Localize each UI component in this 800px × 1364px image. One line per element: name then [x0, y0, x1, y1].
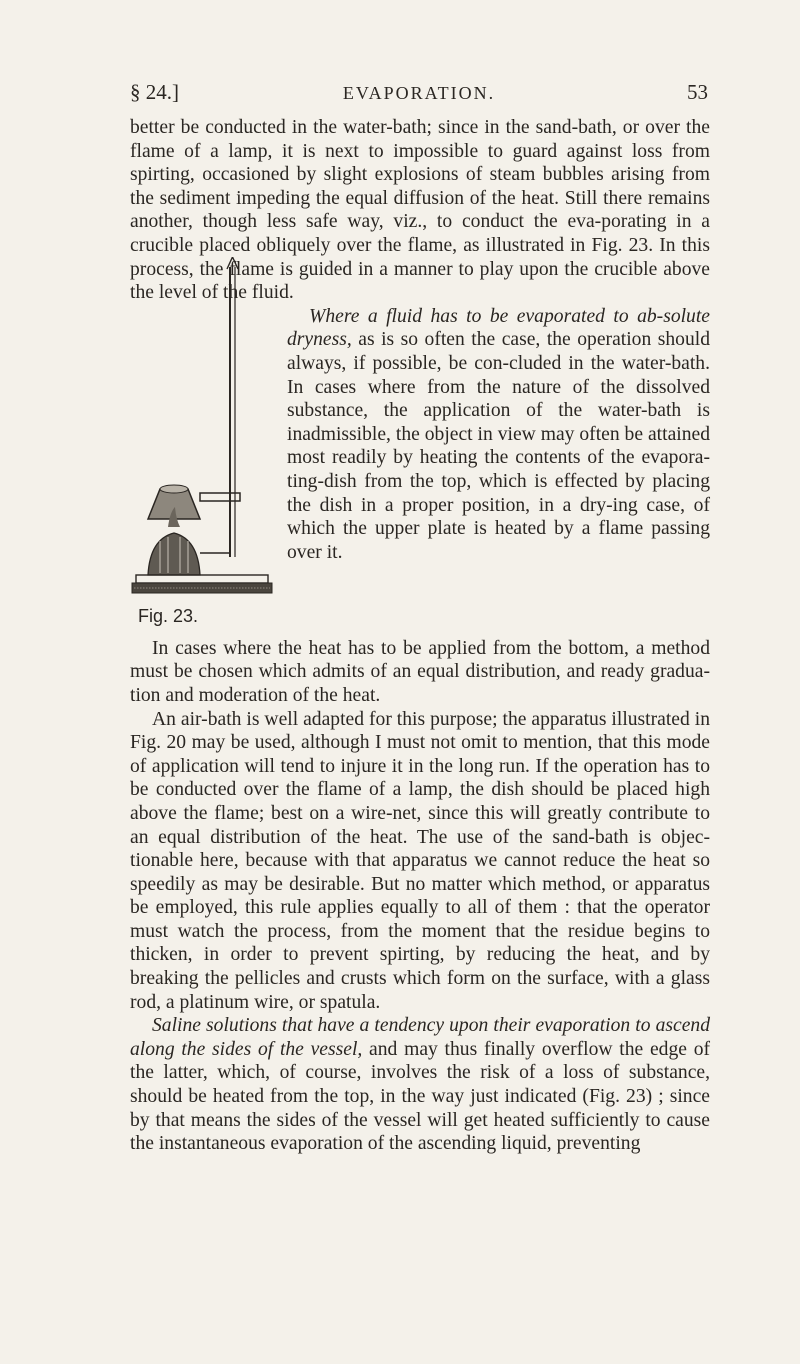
- figure-caption: Fig. 23.: [138, 605, 199, 626]
- paragraph-1: better be conducted in the water-bath; since in the sand-bath, or over the flame of a lamp, it is next to impossible to guard against loss from spirting, occasioned by slight explosions of steam bubbles arising from the sediment impeding the equal diffusion of the heat. Still there remains another, though less safe way, viz., to conduct the eva-porating in a crucible placed obliquely over the flame, as illustrated in Fig. 23. In this process, the flame is guided in a manner to play upon the crucible above the level of the fluid.: [130, 117, 710, 304]
- paragraph-5-text: and may thus finally overflow the edge of the latter, which, of course, involves the risk of a loss of substance, should be heated from the top, in the way just indicated (Fig. 23) ; since by that means the sides of the vessel will get heated sufficiently to cause the instantaneous evaporation of the ascending liquid, preventing: [130, 1038, 711, 1155]
- figure-23: [130, 257, 273, 637]
- crucible-apparatus-illustration: [130, 257, 273, 597]
- section-marker: § 24.]: [130, 80, 179, 104]
- chapter-title: EVAPORATION.: [342, 83, 496, 103]
- paragraph-3: In cases where the heat has to be applied from the bottom, a method must be chosen which admits of an equal distribution, and ready gradua-tion and moderation of the heat.: [130, 637, 710, 706]
- body-text: [130, 116, 710, 1156]
- page-number: 53: [687, 80, 708, 104]
- paragraph-2-text: as is so often the case, the operation should always, if possible, be con-cluded in the water-bath. In cases where from the nature of the dissolved substance, the application of the water-bath is inadmissible, the object in view may often be attained most readily by heating the contents of the evapora-ting-dish from the top, which is effected by placing the dish in a proper position, in a dry-ing case, of which the upper plate is heated by a flame passing over it.: [287, 329, 710, 563]
- paragraph-2-italic: Where a fluid has to be evaporated to ab-solute dryness,: [287, 305, 710, 351]
- paragraph-5-italic: Saline solutions that have a tendency upon their evaporation to ascend along the sides of the vessel,: [130, 1015, 710, 1060]
- paragraph-5: [130, 1014, 710, 1156]
- running-header: [130, 80, 708, 108]
- paragraph-4: An air-bath is well adapted for this purpose; the apparatus illustrated in Fig. 20 may be used, although I must not omit to mention, that this mode of application will tend to injure it in the long run. If the operation has to be conducted over the flame of a lamp, the dish should be placed high above the flame; best on a wire-net, since this will greatly contribute to an equal distribution of the heat. The use of the sand-bath is objec-tionable here, because with that apparatus we cannot reduce the heat so speedily as may be desirable. But no matter which method, or apparatus be employed, this rule applies equally to all of them : that the operator must watch the process, from the moment that the residue begins to thicken, in order to prevent spirting, by reducing the heat, and by breaking the pellicles and crusts which form on the surface, with a glass rod, a platinum wire, or spatula.: [130, 708, 710, 1013]
